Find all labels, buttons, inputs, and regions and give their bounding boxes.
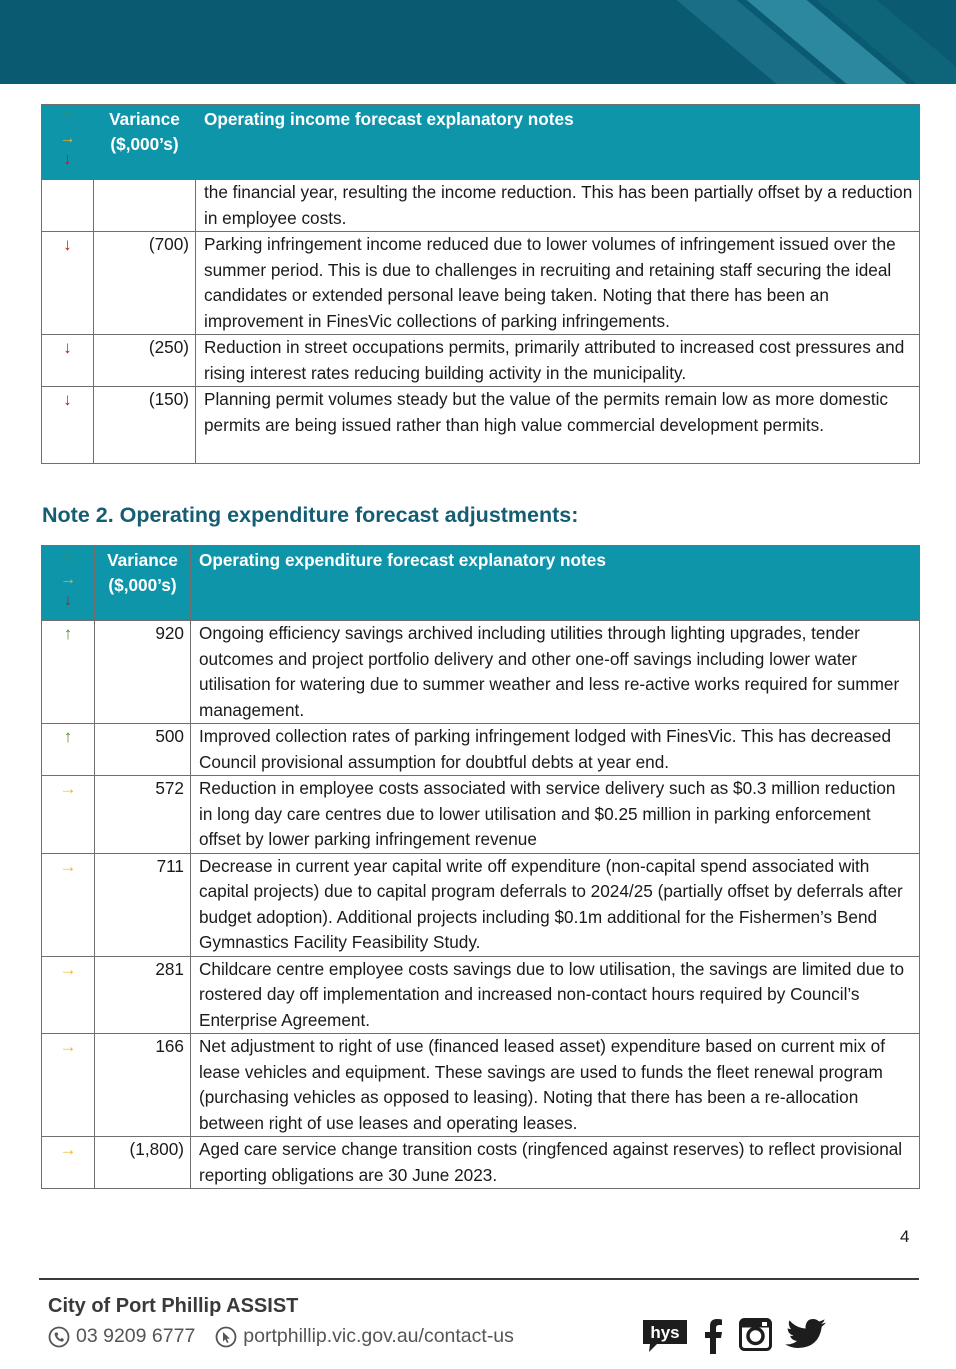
- notes-header: Operating expenditure forecast explanatory notes: [191, 546, 920, 621]
- instagram-icon[interactable]: [739, 1318, 772, 1351]
- note-text: Decrease in current year capital write off expenditure (non-capital spend associated with capital projects) due to capital program deferrals to 2024/25 (partially offset by deferrals after budget adoption). Additional projects including $0.1m additional for the Fishermen’s Bend Gymnastics Facility Feasibility Study.: [191, 853, 920, 956]
- hys-label: hys: [650, 1323, 680, 1342]
- phone-icon: [48, 1326, 70, 1348]
- notes-header: Operating income forecast explanatory notes: [196, 105, 920, 180]
- table-row: [42, 724, 920, 776]
- variance-header: Variance ($,000’s): [95, 546, 191, 621]
- variance-value: 500: [95, 724, 191, 776]
- page-number: 4: [900, 1227, 910, 1246]
- note-text: Childcare centre employee costs savings due to low utilisation, the savings are limited due to rostered day off implementation and increased non-contact hours required by Council’s Enterprise Agreement.: [191, 956, 920, 1034]
- variance-value: 711: [95, 853, 191, 956]
- footer-title: City of Port Phillip ASSIST: [48, 1295, 299, 1317]
- top-banner: [0, 0, 956, 84]
- arrow-up-icon: ↑: [63, 109, 72, 126]
- variance-value: 920: [95, 621, 191, 724]
- table-row: [42, 232, 920, 335]
- footer-phone: 03 9209 6777: [76, 1325, 196, 1347]
- note-text: Improved collection rates of parking infringement lodged with FinesVic. This has decreased Council provisional assumption for doubtful debts at year end.: [191, 724, 920, 776]
- note-text: Net adjustment to right of use (financed leased asset) expenditure based on current mix of lease vehicles and equipment. These savings are used to funds the fleet renewal program (purchasing vehicles as opposed to leasing). Noting that there has been a re-allocation between right of use leases and operating leases.: [191, 1034, 920, 1137]
- variance-value: (700): [94, 232, 196, 335]
- variance-value: 281: [95, 956, 191, 1034]
- table-row: [42, 853, 920, 956]
- cursor-icon: [215, 1326, 237, 1348]
- footer-divider: [39, 1278, 919, 1280]
- note-text: Reduction in employee costs associated with service delivery such as $0.3 million reduction in long day care centres due to lower utilisation and $0.25 million in parking enforcement offset by lower parking infringement revenue: [191, 776, 920, 854]
- note-text: the financial year, resulting the income reduction. This has been partially offset by a reduction in employee costs.: [196, 180, 920, 232]
- arrow-right-icon: →: [60, 571, 76, 588]
- table-row: [42, 387, 920, 464]
- trend-header: [42, 546, 95, 621]
- arrow-up-icon: ↑: [64, 550, 72, 567]
- table-row: [42, 776, 920, 854]
- twitter-icon[interactable]: [783, 1318, 827, 1354]
- table-row: [42, 621, 920, 724]
- table-row: [42, 335, 920, 387]
- arrow-right-icon: →: [42, 1137, 95, 1189]
- note-text: Ongoing efficiency savings archived including utilities through lighting upgrades, tender outcomes and project portfolio delivery and other one-off savings including lower water utilisation for watering due to summer weather and less re-active works required for summer management.: [191, 621, 920, 724]
- arrow-down-icon: ↓: [42, 387, 94, 464]
- income-variance-table: [41, 104, 920, 464]
- note-text: Reduction in street occupations permits, primarily attributed to increased cost pressures and rising interest rates reducing building activity in the municipality.: [196, 335, 920, 387]
- variance-header: Variance ($,000’s): [94, 105, 196, 180]
- arrow-right-icon: →: [42, 956, 95, 1034]
- trend-cell: [42, 180, 94, 232]
- arrow-right-icon: →: [42, 1034, 95, 1137]
- variance-value: 572: [95, 776, 191, 854]
- note-text: Planning permit volumes steady but the value of the permits remain low as more domestic permits are being issued rather than high value commercial development permits.: [196, 387, 920, 464]
- facebook-icon[interactable]: [703, 1318, 723, 1354]
- arrow-down-icon: ↓: [63, 151, 72, 168]
- note-text: Aged care service change transition costs (ringfenced against reserves) to reflect provisional reporting obligations are 30 June 2023.: [191, 1137, 920, 1189]
- note-text: Parking infringement income reduced due to lower volumes of infringement issued over the summer period. This is due to challenges in recruiting and retaining staff securing the ideal candidates or extended personal leave being taken. Noting that there has been an improvement in FinesVic collections of parking infringements.: [196, 232, 920, 335]
- section-heading: Note 2. Operating expenditure forecast adjustments:: [42, 503, 579, 527]
- arrow-right-icon: →: [42, 853, 95, 956]
- arrow-up-icon: ↑: [42, 621, 95, 724]
- arrow-down-icon: ↓: [42, 335, 94, 387]
- expenditure-variance-table: [41, 545, 920, 1189]
- arrow-up-icon: ↑: [42, 724, 95, 776]
- variance-value: 166: [95, 1034, 191, 1137]
- table-header-row: [42, 105, 920, 180]
- table-row: [42, 956, 920, 1034]
- arrow-right-icon: →: [59, 130, 76, 147]
- table-row: [42, 1137, 920, 1189]
- arrow-down-icon: ↓: [64, 592, 72, 609]
- footer-website-link[interactable]: portphillip.vic.gov.au/contact-us: [243, 1325, 514, 1347]
- footer-contact: [48, 1325, 514, 1348]
- table-row: [42, 180, 920, 232]
- variance-value: [94, 180, 196, 232]
- arrow-right-icon: →: [42, 776, 95, 854]
- trend-header: [42, 105, 94, 180]
- table-header-row: [42, 546, 920, 621]
- arrow-down-icon: ↓: [42, 232, 94, 335]
- variance-value: (250): [94, 335, 196, 387]
- variance-value: (150): [94, 387, 196, 464]
- have-your-say-icon[interactable]: [641, 1318, 689, 1354]
- variance-value: (1,800): [95, 1137, 191, 1189]
- table-row: [42, 1034, 920, 1137]
